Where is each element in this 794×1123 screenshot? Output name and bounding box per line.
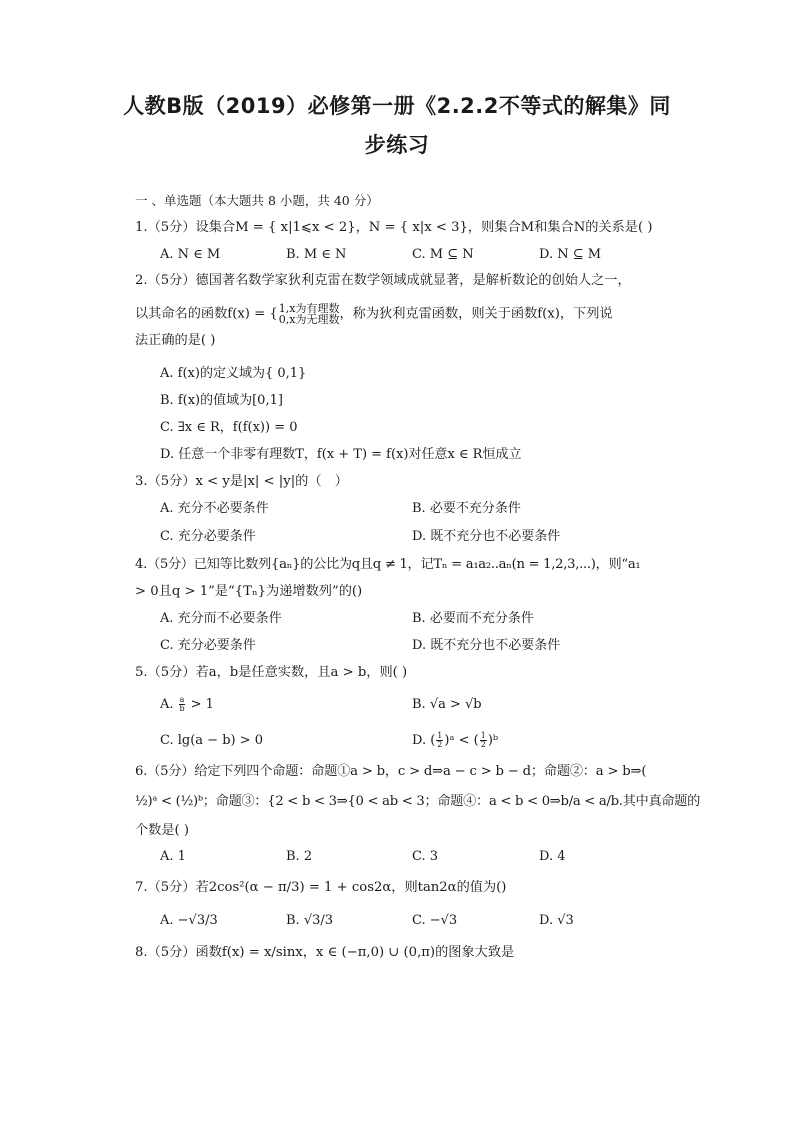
- fraction-numerator: a: [179, 695, 185, 704]
- question-5-option-a-fraction: [179, 696, 186, 713]
- question-6-line-2: ½)ᵃ < (½)ᵇ；命题③：{2 < b < 3⇒{0 < ab < 3；命题④：a < b < 0⇒b/a < a/b.其中真命题的: [135, 794, 700, 809]
- question-4-option-b[interactable]: B. 必要而不充分条件: [412, 611, 534, 626]
- question-2-func-post: ，称为狄利克雷函数，则关于函数f(x)，下列说: [339, 306, 613, 322]
- question-1-tail: ，则集合M和集合N的关系是( ): [467, 220, 653, 235]
- question-5-option-d-mid: )ᵃ < (: [444, 733, 479, 748]
- question-1-set-n: N = { x|x < 3}: [368, 220, 468, 235]
- question-3-option-c[interactable]: C. 充分必要条件: [160, 529, 256, 544]
- fraction-numerator: 1: [437, 731, 443, 740]
- question-7-option-a[interactable]: A. −√3/3: [160, 913, 218, 928]
- fraction-denominator: 2: [480, 740, 486, 749]
- question-6-option-a[interactable]: A. 1: [160, 849, 186, 864]
- question-1-lead: 1.（5分）设集合: [135, 220, 236, 235]
- question-6-line-3: 个数是( ): [135, 823, 190, 838]
- question-2-option-a[interactable]: A. f(x)的定义域为{ 0,1}: [160, 366, 307, 381]
- question-3-option-d[interactable]: D. 既不充分也不必要条件: [412, 529, 561, 544]
- question-2-case-1: 1,x为有理数: [278, 302, 340, 315]
- question-5-option-a-label: A.: [160, 697, 178, 712]
- fraction-denominator: 2: [437, 740, 443, 749]
- question-5-stem: 5.（5分）若a，b是任意实数，且a > b，则( ): [135, 665, 408, 680]
- question-4-line-2: > 0且q > 1”是“{Tₙ}为递增数列”的(): [135, 584, 363, 599]
- question-4-option-a[interactable]: A. 充分而不必要条件: [160, 611, 282, 626]
- question-1-option-a[interactable]: A. N ∈ M: [160, 247, 221, 262]
- question-2-option-c[interactable]: C. ∃x ∈ R，f(f(x)) = 0: [160, 420, 298, 435]
- question-1-option-d[interactable]: D. N ⊆ M: [539, 247, 602, 262]
- question-1-sep: ，: [355, 220, 369, 235]
- question-3-option-b[interactable]: B. 必要不充分条件: [412, 501, 521, 516]
- document-title-line-2: 步练习: [364, 133, 430, 157]
- question-6-option-b[interactable]: B. 2: [286, 849, 313, 864]
- question-7-stem: 7.（5分）若2cos²(α − π/3) = 1 + cos2α，则tan2α的值为(): [135, 880, 507, 895]
- question-2-line-2: [135, 303, 613, 325]
- question-5-option-b[interactable]: B. √a > √b: [412, 697, 482, 712]
- question-5-option-d-fraction-1: [436, 732, 443, 749]
- fraction-numerator: 1: [480, 731, 486, 740]
- question-5-option-c[interactable]: C. lg(a − b) > 0: [160, 733, 264, 748]
- question-5-option-a[interactable]: [160, 696, 214, 714]
- question-5-option-d[interactable]: [412, 732, 498, 750]
- question-6-option-d[interactable]: D. 4: [539, 849, 566, 864]
- question-4-line-1: 4.（5分）已知等比数列{aₙ}的公比为q且q ≠ 1，记Tₙ = a₁a₂..aₙ(n = 1,2,3,...)，则“a₁: [135, 557, 641, 572]
- question-1-stem: [135, 219, 652, 237]
- question-1-set-m: M = { x|1⩽x < 2}: [235, 220, 356, 235]
- question-4-option-c[interactable]: C. 充分必要条件: [160, 638, 256, 653]
- question-5-option-d-end: )ᵇ: [487, 733, 499, 748]
- question-5-option-d-fraction-2: [480, 732, 487, 749]
- question-5-option-a-rest: > 1: [186, 697, 214, 712]
- question-2-line-1: 2.（5分）德国著名数学家狄利克雷在数学领域成就显著，是解析数论的创始人之一，: [135, 273, 631, 288]
- question-1-option-b[interactable]: B. M ∈ N: [286, 247, 347, 262]
- question-2-case-2: 0,x为无理数: [278, 313, 340, 326]
- question-7-option-c[interactable]: C. −√3: [412, 913, 458, 928]
- question-2-line-3: 法正确的是( ): [135, 333, 216, 348]
- question-6-line-1: 6.（5分）给定下列四个命题：命题①a > b，c > d⇒a − c > b − d；命题②：a > b⇒(: [135, 764, 647, 779]
- section-heading: 一 、单选题（本大题共 8 小题，共 40 分）: [135, 193, 379, 208]
- question-2-option-d[interactable]: D. 任意一个非零有理数T，f(x + T) = f(x)对任意x ∈ R恒成立: [160, 447, 522, 462]
- question-3-option-a[interactable]: A. 充分不必要条件: [160, 501, 269, 516]
- question-2-option-b[interactable]: B. f(x)的值域为[0,1]: [160, 393, 283, 408]
- question-1-option-c[interactable]: C. M ⊆ N: [412, 247, 474, 262]
- question-3-stem: 3.（5分）x < y是|x| < |y|的（ ）: [135, 474, 348, 489]
- question-7-option-b[interactable]: B. √3/3: [286, 913, 334, 928]
- question-4-option-d[interactable]: D. 既不充分也不必要条件: [412, 638, 561, 653]
- question-7-option-d[interactable]: D. √3: [539, 913, 574, 928]
- question-2-piecewise: [279, 303, 340, 325]
- fraction-denominator: b: [179, 704, 185, 713]
- question-5-option-d-label: D. (: [412, 733, 436, 748]
- question-2-func-pre: 以其命名的函数f(x) = {: [135, 306, 278, 322]
- document-title-line-1: 人教B版（2019）必修第一册《2.2.2不等式的解集》同: [123, 94, 671, 118]
- question-8-stem: 8.（5分）函数f(x) = x/sinx，x ∈ (−π,0) ∪ (0,π)的图象大致是: [135, 945, 515, 960]
- question-6-option-c[interactable]: C. 3: [412, 849, 439, 864]
